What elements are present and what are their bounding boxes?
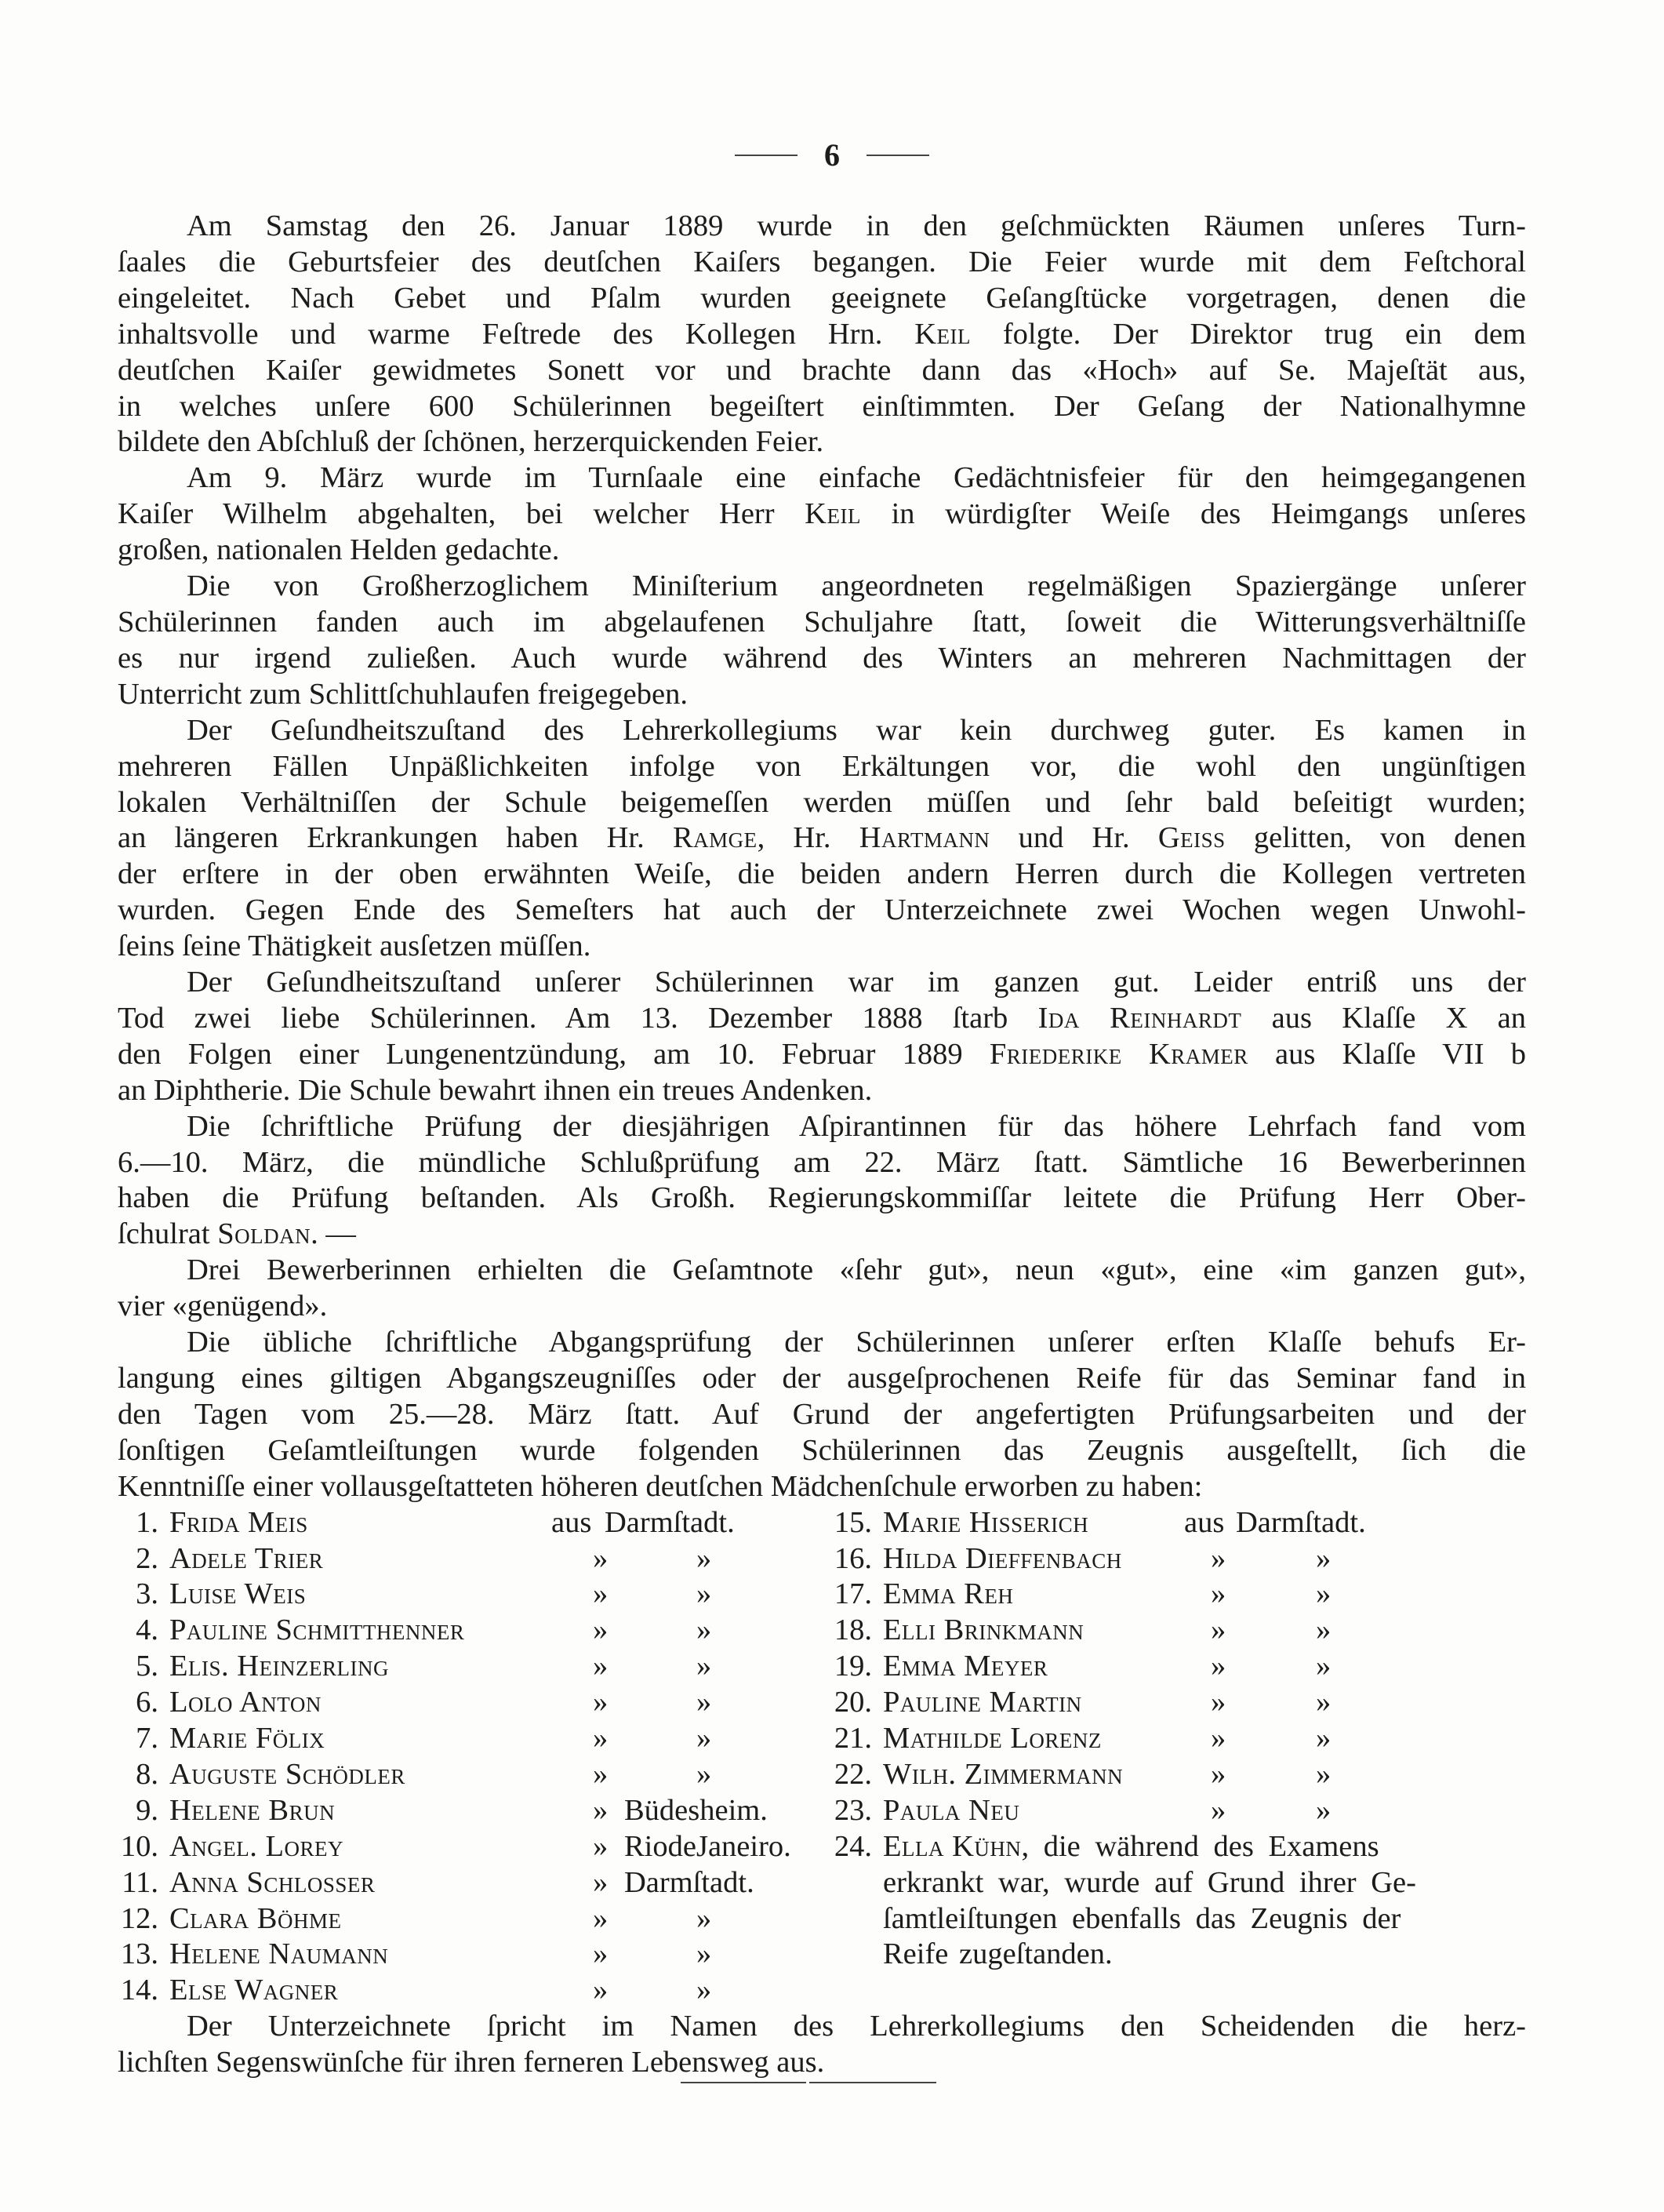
origin-place: RiodeJaneiro. (624, 1829, 791, 1863)
end-rule (681, 2082, 936, 2083)
graduate-row (820, 1793, 1332, 1829)
text-line: an längeren Erkrankungen haben Hr. Ramge, Hr. Hartmann und Hr. Geiss gelitten, von denen (118, 821, 1527, 855)
origin-place: Darmſtadt. (605, 1505, 735, 1539)
text-line: ſaales die Geburtsfeier des deutſchen Kaiſers begangen. Die Feier wurde mit dem Feſtchoral (118, 245, 1526, 278)
graduate-number: 16. (834, 1541, 872, 1575)
paragraph-walks (118, 569, 1526, 713)
small-caps-name: Soldan (217, 1217, 311, 1251)
graduate-row (107, 1541, 712, 1577)
text-line: Der Geſundheitszuſtand unſerer Schülerinnen war im ganzen gut. Leider entriß uns der (187, 966, 1526, 999)
graduate-number: 12. (120, 1901, 158, 1935)
graduate-name: Auguste Schödler (169, 1757, 405, 1791)
ditto-mark: » (1211, 1577, 1226, 1611)
graduate-note-line (820, 1901, 1526, 1937)
text-line: Kenntniſſe einer vollausgeſtatteten höheren deutſchen Mädchenſchule erworben zu haben: (118, 1469, 1203, 1503)
header-rule-left (735, 155, 797, 156)
graduate-name: Emma Reh (883, 1577, 1014, 1611)
small-caps-name: Ramge (672, 821, 758, 855)
graduate-note-line (820, 1865, 1526, 1901)
graduate-name: Mathilde Lorenz (883, 1722, 1102, 1755)
graduate-number: 22. (834, 1757, 872, 1791)
graduate-row (820, 1541, 1332, 1577)
text-line: ſonſtigen Geſamtleiſtungen wurde folgenden Schülerinnen das Zeugnis ausgeſtellt, ſich die (118, 1433, 1526, 1467)
text-line: Die von Großherzoglichem Miniſterium angeordneten regelmäßigen Spaziergänge unſerer (187, 569, 1526, 603)
graduate-number: 14. (120, 1974, 158, 2007)
ditto-mark: » (1316, 1614, 1332, 1647)
text-line: deutſchen Kaiſer gewidmetes Sonett vor und brachte dann das «Hoch» auf Se. Majeſtät aus, (118, 353, 1526, 387)
graduate-name: Luise Weis (169, 1577, 307, 1611)
graduate-number: 6. (136, 1686, 158, 1719)
graduate-name: Frida Meis (169, 1505, 308, 1539)
graduate-number: 5. (136, 1650, 158, 1683)
graduate-note-line (820, 1937, 1526, 1973)
text-line: den Tagen vom 25.—28. März ſtatt. Auf Grund der angefertigten Prüfungsarbeiten und der (118, 1397, 1526, 1431)
text-line: wurden. Gegen Ende des Semeſters hat auch der Unterzeichnete zwei Wochen wegen Unwohl- (118, 893, 1526, 927)
graduate-name: Else Wagner (169, 1974, 339, 2007)
graduate-number: 2. (136, 1541, 158, 1575)
origin-place: Darmſtadt. (1236, 1505, 1366, 1539)
graduate-number: 3. (136, 1577, 158, 1611)
graduate-name: Angel. Lorey (169, 1829, 344, 1863)
text-line: mehreren Fällen Unpäßlichkeiten infolge von Erkältungen vor, die wohl den ungünſtigen (118, 749, 1526, 783)
origin-place: Büdesheim. (624, 1793, 768, 1827)
graduate-row (820, 1505, 1366, 1541)
small-caps-name: Ida (1037, 1001, 1080, 1035)
ditto-mark: » (1211, 1686, 1226, 1719)
ditto-mark: » (696, 1757, 712, 1791)
ditto-mark: » (696, 1577, 712, 1611)
ditto-mark: » (1211, 1793, 1226, 1827)
ditto-mark: » (1316, 1577, 1332, 1611)
graduate-row (820, 1685, 1332, 1721)
paragraphs (118, 209, 1526, 1505)
ditto-mark: » (593, 1722, 609, 1755)
graduate-row (820, 1757, 1332, 1793)
text-line: lokalen Verhältniſſen der Schule beigemeſſen werden müſſen und ſehr bald beſeitigt wurden; (118, 785, 1526, 819)
graduate-number: 21. (834, 1722, 872, 1755)
ditto-mark: » (593, 1614, 609, 1647)
text-line: ſeins ſeine Thätigkeit ausſetzen müſſen. (118, 930, 591, 963)
graduate-row (107, 1577, 712, 1613)
small-caps-name: Keil (805, 497, 861, 531)
ditto-mark: » (593, 1865, 609, 1899)
graduate-note-text: erkrankt war, wurde auf Grund ihrer Ge- (883, 1865, 1416, 1899)
text-line: den Folgen einer Lungenentzündung, am 10. Februar 1889 Friederike Kramer aus Klaſſe VII b (118, 1037, 1527, 1071)
graduate-name: Helene Brun (169, 1793, 336, 1827)
small-caps-name: Keil (914, 317, 971, 351)
ditto-mark: » (593, 1757, 609, 1791)
ditto-mark: » (696, 1937, 712, 1971)
text-line: 6.—10. März, die mündliche Schlußprüfung am 22. März ſtatt. Sämtliche 16 Bewerberinnen (118, 1145, 1526, 1179)
text-line: Die ſchriftliche Prüfung der diesjährigen Aſpirantinnen für das höhere Lehrfach fand vom (187, 1109, 1526, 1143)
text-line: an Diphtherie. Die Schule bewahrt ihnen ein treues Andenken. (118, 1073, 873, 1107)
graduate-note-text: Reife zugeſtanden. (883, 1937, 1113, 1971)
text-line: bildete den Abſchluß der ſchönen, herzerquickenden Feier. (118, 425, 824, 459)
body-text (118, 209, 1526, 2081)
graduate-number: 15. (834, 1505, 872, 1539)
paragraph-student-health (118, 965, 1526, 1109)
ditto-mark: » (1316, 1757, 1332, 1791)
graduate-number: 18. (834, 1614, 872, 1647)
text-line: Der Geſundheitszuſtand des Lehrerkollegiums war kein durchweg guter. Es kamen in (187, 713, 1526, 747)
graduate-row (107, 1937, 712, 1973)
text-line: es nur irgend zuließen. Auch wurde während des Winters an mehreren Nachmittagen der (118, 641, 1526, 675)
ditto-mark: » (593, 1829, 609, 1863)
header-rule-right (867, 155, 929, 156)
text-line: Am 9. März wurde im Turnſaale eine einfache Gedächtnisfeier für den heimgegangenen (187, 461, 1526, 495)
graduate-row (107, 1901, 712, 1937)
graduate-number: 8. (136, 1757, 158, 1791)
graduate-name: Anna Schlosser (169, 1865, 376, 1899)
graduate-row (107, 1505, 735, 1541)
origin-prefix: aus (1184, 1505, 1225, 1539)
ditto-mark: » (696, 1541, 712, 1575)
closing-paragraph (118, 2009, 1526, 2081)
graduate-name: Paula Neu (883, 1793, 1020, 1827)
graduate-row (107, 1793, 768, 1829)
graduate-row (107, 1757, 712, 1793)
ditto-mark: » (593, 1577, 609, 1611)
paragraph-leaving-exam (118, 1325, 1526, 1505)
page-header (0, 132, 1664, 179)
graduate-name: Wilh. Zimmermann (883, 1757, 1124, 1791)
ditto-mark: » (696, 1614, 712, 1647)
text-line: Tod zwei liebe Schülerinnen. Am 13. Dezember 1888 ſtarb Ida Reinhardt aus Klaſſe X an (118, 1001, 1526, 1035)
graduate-number: 20. (834, 1686, 872, 1719)
ditto-mark: » (1316, 1650, 1332, 1683)
paragraph-kaisers-birthday (118, 209, 1526, 460)
graduate-row (820, 1613, 1332, 1649)
small-caps-name: Friederike (989, 1037, 1122, 1071)
small-caps-name: Reinhardt (1110, 1001, 1242, 1035)
text-line: haben die Prüfung beſtanden. Als Großh. Regierungskommiſſar leitete die Prüfung Herr Ober- (118, 1181, 1526, 1215)
text-line: Drei Bewerberinnen erhielten die Geſamtnote «ſehr gut», neun «gut», eine «im ganzen gut», (187, 1253, 1526, 1287)
ditto-mark: » (1211, 1757, 1226, 1791)
graduate-number: 9. (136, 1793, 158, 1827)
graduate-row (820, 1577, 1332, 1613)
ditto-mark: » (593, 1974, 609, 2007)
ditto-mark: » (696, 1686, 712, 1719)
text-line: in welches unſere 600 Schülerinnen begeiſtert einſtimmten. Der Geſang der Nationalhymne (118, 389, 1526, 423)
graduate-name: Clara Böhme (169, 1901, 342, 1935)
graduate-number: 1. (136, 1505, 158, 1539)
ditto-mark: » (696, 1722, 712, 1755)
paragraph-teacher-exam (118, 1109, 1526, 1253)
text-line: Unterricht zum Schlittſchuhlaufen freigegeben. (118, 677, 688, 711)
graduate-note-text: , die während des Examens (1021, 1829, 1379, 1863)
graduate-name: Elli Brinkmann (883, 1614, 1085, 1647)
text-line: eingeleitet. Nach Gebet und Pſalm wurden geeignete Geſangſtücke vorgetragen, denen die (118, 281, 1526, 315)
small-caps-name: Geiss (1157, 821, 1226, 855)
small-caps-name: Kramer (1148, 1037, 1248, 1071)
graduate-number: 13. (120, 1937, 158, 1971)
graduate-row (820, 1649, 1332, 1685)
graduate-row (107, 1721, 712, 1757)
graduate-name: Elis. Heinzerling (169, 1650, 390, 1683)
graduate-row (107, 1685, 712, 1721)
text-line: Die übliche ſchriftliche Abgangsprüfung der Schülerinnen unſerer erſten Klaſſe behufs Er- (187, 1326, 1526, 1359)
graduate-number: 7. (136, 1722, 158, 1755)
graduate-number: 24. (834, 1829, 872, 1863)
origin-place: Darmſtadt. (624, 1865, 754, 1899)
graduate-note-text: ſamtleiſtungen ebenfalls das Zeugnis der (883, 1901, 1401, 1935)
graduate-row (107, 1613, 712, 1649)
ditto-mark: » (696, 1974, 712, 2007)
text-line: Am Samstag den 26. Januar 1889 wurde in den geſchmückten Räumen unſeres Turn- (187, 209, 1526, 242)
ditto-mark: » (1211, 1614, 1226, 1647)
graduate-name: Pauline Schmitthenner (169, 1614, 465, 1647)
graduate-row (107, 1865, 754, 1901)
graduate-name: Lolo Anton (169, 1686, 322, 1719)
graduate-name: Pauline Martin (883, 1686, 1082, 1719)
text-line: vier «genügend». (118, 1290, 328, 1323)
graduate-name: Ella Kühn (883, 1829, 1022, 1863)
graduate-row (107, 1829, 791, 1865)
ditto-mark: » (593, 1793, 609, 1827)
ditto-mark: » (1316, 1541, 1332, 1575)
graduate-number: 10. (120, 1829, 158, 1863)
small-caps-name: Hartmann (859, 821, 990, 855)
ditto-mark: » (1316, 1686, 1332, 1719)
text-line: Schülerinnen fanden auch im abgelaufenen Schuljahre ſtatt, ſoweit die Witterungsverhältniſſe (118, 605, 1526, 638)
closing-line-2: lichſten Segenswünſche für ihren ferneren Lebensweg aus. (118, 2046, 825, 2079)
ditto-mark: » (593, 1686, 609, 1719)
ditto-mark: » (1211, 1650, 1226, 1683)
ditto-mark: » (696, 1901, 712, 1935)
ditto-mark: » (1211, 1541, 1226, 1575)
paragraph-memorial (118, 460, 1526, 569)
graduate-name: Adele Trier (169, 1541, 324, 1575)
ditto-mark: » (1316, 1722, 1332, 1755)
paragraph-grades (118, 1253, 1526, 1325)
closing-line-1: Der Unterzeichnete ſpricht im Namen des Lehrerkollegiums den Scheidenden die herz- (187, 2010, 1526, 2043)
graduate-number: 4. (136, 1614, 158, 1647)
text-line: Kaiſer Wilhelm abgehalten, bei welcher Herr Keil in würdigſter Weiſe des Heimgangs unſeres (118, 497, 1526, 531)
text-line: inhaltsvolle und warme Feſtrede des Kollegen Hrn. Keil folgte. Der Direktor trug ein dem (118, 317, 1526, 351)
graduate-name: Marie Hisserich (883, 1505, 1089, 1539)
ditto-mark: » (593, 1541, 609, 1575)
origin-prefix: aus (551, 1505, 592, 1539)
text-line: langung eines giltigen Abgangszeugniſſes oder der ausgeſprochenen Reife für das Seminar fand in (118, 1362, 1526, 1395)
text-line: großen, nationalen Helden gedachte. (118, 533, 560, 567)
graduate-number: 23. (834, 1793, 872, 1827)
ditto-mark: » (593, 1901, 609, 1935)
paragraph-teacher-health (118, 713, 1526, 965)
graduate-name: Emma Meyer (883, 1650, 1048, 1683)
graduate-row (107, 1973, 712, 2009)
graduate-name: Hilda Dieffenbach (883, 1541, 1122, 1575)
graduate-name: Marie Fölix (169, 1722, 325, 1755)
ditto-mark: » (593, 1650, 609, 1683)
ditto-mark: » (593, 1937, 609, 1971)
graduates-list (118, 1505, 1526, 2010)
graduate-number: 19. (834, 1650, 872, 1683)
graduate-row (820, 1721, 1332, 1757)
graduate-name: Helene Naumann (169, 1937, 389, 1971)
graduate-number: 17. (834, 1577, 872, 1611)
page-number: 6 (824, 137, 840, 173)
graduate-row (107, 1649, 712, 1685)
graduate-row-note (820, 1829, 1526, 1865)
text-line: ſchulrat Soldan. — (118, 1217, 356, 1251)
ditto-mark: » (696, 1650, 712, 1683)
ditto-mark: » (1211, 1722, 1226, 1755)
graduate-number: 11. (122, 1865, 158, 1899)
ditto-mark: » (1316, 1793, 1332, 1827)
text-line: der erſtere in der oben erwähnten Weiſe, die beiden andern Herren durch die Kollegen vertreten (118, 857, 1526, 891)
